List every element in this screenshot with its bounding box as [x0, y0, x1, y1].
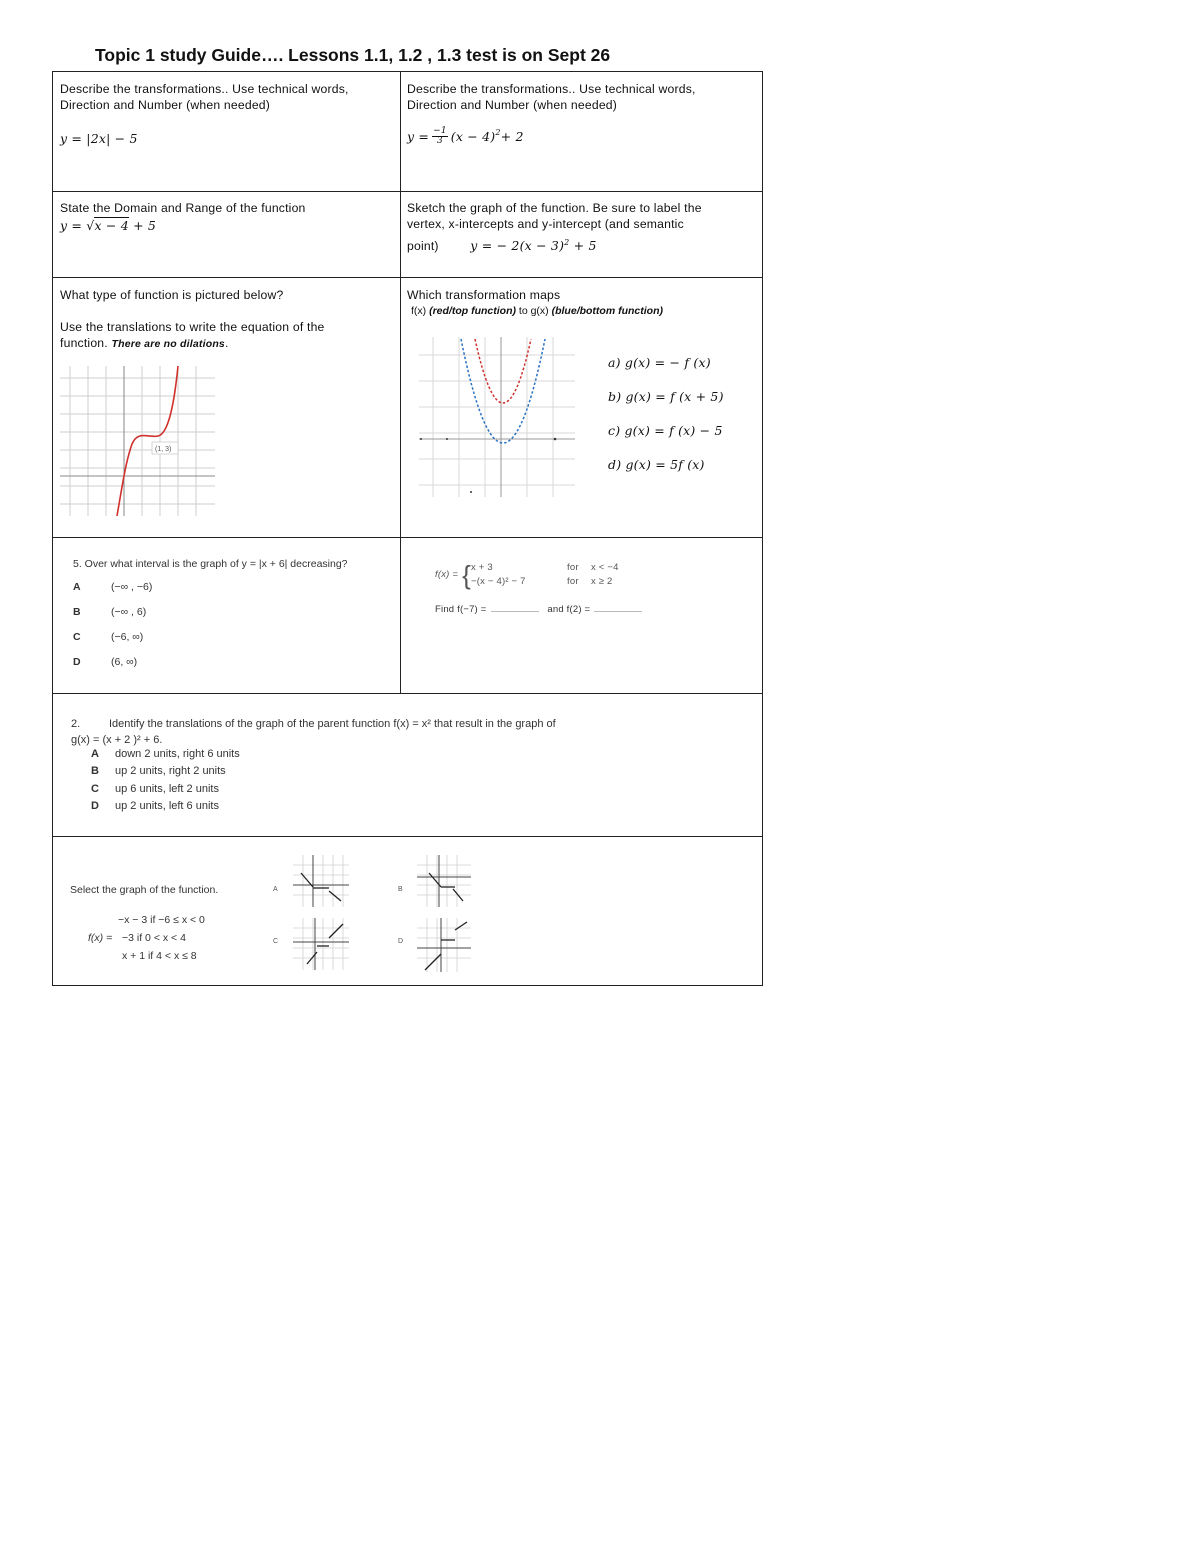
- instruction-text: Which transformation maps: [407, 288, 561, 302]
- choice-letter: D: [73, 656, 81, 668]
- answer-graph-a[interactable]: [293, 855, 349, 907]
- instruction-text: Describe the transformations.. Use technical words,: [60, 82, 349, 96]
- brace: {: [462, 560, 471, 590]
- choice-text: (6, ∞): [111, 656, 138, 668]
- to-text: to g(x): [518, 305, 549, 317]
- answer-blank-1[interactable]: [491, 611, 539, 612]
- equation: [407, 127, 757, 146]
- cell-translations-question: [71, 716, 751, 816]
- option-label-a: A: [273, 886, 278, 893]
- function-label: f(x) =: [435, 569, 459, 580]
- piece-3: x + 1 if 4 < x ≤ 8: [122, 950, 197, 962]
- option-d: d) g(x) = 5f (x): [608, 457, 705, 472]
- note-text: There are no dilations: [111, 338, 225, 350]
- choice-letter: A: [73, 581, 81, 593]
- instruction-text: Sketch the graph of the function. Be sure to label the: [407, 201, 702, 215]
- instruction-line: function. There are no dilations.: [60, 336, 229, 350]
- row-divider: [53, 836, 762, 837]
- option-a: a) g(x) = − f (x): [608, 355, 711, 370]
- choice-text: down 2 units, right 6 units: [115, 747, 240, 760]
- cell-function-type: [60, 287, 395, 352]
- choice-letter: C: [73, 631, 81, 643]
- instruction-text: Direction and Number (when needed): [60, 98, 271, 112]
- exponent: 2: [495, 128, 501, 137]
- radicand: x − 4: [94, 218, 129, 233]
- exponent: 2: [564, 238, 570, 247]
- answer-graph-d[interactable]: [417, 918, 471, 972]
- choice-letter: B: [91, 765, 99, 777]
- g-note: (blue/bottom function): [551, 305, 663, 317]
- pieces: [471, 561, 619, 589]
- piece-row: [471, 561, 619, 575]
- piece-expression: −(x − 4)² − 7: [471, 576, 526, 587]
- choice-d: [91, 798, 751, 816]
- fraction-denominator: 3: [436, 136, 443, 146]
- cubic-graph: [60, 366, 215, 516]
- column-divider: [400, 72, 401, 693]
- choice-text: (−∞ , 6): [111, 606, 147, 618]
- row-divider: [53, 693, 762, 694]
- piece-for: for: [567, 576, 579, 587]
- answer-graph-b[interactable]: [417, 855, 471, 907]
- piecewise-definition: [435, 561, 642, 589]
- cell-decreasing-interval: [73, 557, 393, 675]
- row-divider: [53, 277, 762, 278]
- parabolas-graph: [419, 337, 575, 497]
- piecewise-function: [70, 912, 270, 968]
- choice-c: [73, 625, 393, 650]
- question-number: 2.: [71, 718, 81, 730]
- red-parabola: [475, 339, 531, 403]
- cell-sketch-graph: [407, 200, 757, 254]
- question-text: Identify the translations of the graph of the parent function f(x) = x² that result in the graph of: [109, 718, 556, 730]
- find-text-2: and f(2) =: [547, 604, 591, 615]
- piece-expression: x + 3: [471, 562, 493, 573]
- choice-letter: D: [91, 800, 99, 812]
- choice-letter: A: [91, 747, 99, 760]
- equation: [470, 238, 596, 253]
- question-line: [71, 716, 751, 734]
- equation-part: y =: [407, 128, 430, 144]
- fraction: [432, 127, 448, 146]
- find-text-1: Find f(−7) =: [435, 604, 487, 615]
- piece-for: for: [567, 562, 579, 573]
- piece-2: −3 if 0 < x < 4: [122, 932, 186, 944]
- piece-1: −x − 3 if −6 ≤ x < 0: [118, 914, 205, 926]
- question-text: 5. Over what interval is the graph of y = |x + 6| decreasing?: [73, 558, 348, 570]
- choice-text: (−6, ∞): [111, 631, 144, 643]
- option-label-b: B: [398, 886, 403, 893]
- equation-part: y = − 2(x − 3): [470, 238, 565, 254]
- equation: [60, 218, 395, 234]
- find-line: [435, 603, 642, 617]
- choice-text: up 2 units, right 2 units: [115, 765, 226, 777]
- option-label-c: C: [273, 938, 279, 945]
- equation-part: + 2: [500, 128, 524, 144]
- instruction-text: point): [407, 239, 439, 254]
- choice-a: [73, 575, 393, 600]
- equation-part: + 5: [569, 238, 597, 254]
- choice-text: up 6 units, left 2 units: [115, 782, 219, 795]
- cell-piecewise-evaluate: [435, 561, 642, 617]
- transformation-options: [608, 346, 724, 482]
- option-c: c) g(x) = f (x) − 5: [608, 423, 723, 438]
- choice-letter: B: [73, 606, 81, 618]
- cell-transformations-2: [407, 81, 757, 146]
- option-label-d: D: [398, 938, 404, 945]
- prompt-text: Select the graph of the function.: [70, 884, 219, 896]
- row-divider: [53, 537, 762, 538]
- cell-domain-range: [60, 200, 395, 234]
- instruction-text: function.: [60, 336, 108, 350]
- point-label: (1, 3): [155, 446, 172, 453]
- instruction-text: Direction and Number (when needed): [407, 98, 618, 112]
- mapping-text: [411, 303, 757, 319]
- piece-condition: x ≥ 2: [591, 576, 613, 587]
- choice-a: [91, 746, 751, 764]
- fraction-numerator: −1: [433, 126, 447, 136]
- choice-c: [91, 781, 751, 799]
- answer-graph-c[interactable]: [293, 918, 349, 970]
- cell-transformations-1: [60, 81, 395, 147]
- choice-d: [73, 650, 393, 675]
- instruction-text: Describe the transformations.. Use technical words,: [407, 82, 696, 96]
- choice-b: [91, 763, 751, 781]
- equation: y = |2x| − 5: [60, 131, 138, 146]
- instruction-line: [407, 235, 757, 254]
- instruction-text: State the Domain and Range of the function: [60, 201, 306, 215]
- choice-text: up 2 units, left 6 units: [115, 800, 219, 812]
- cell-which-transformation: [407, 287, 757, 319]
- choice-text: (−∞ , −6): [111, 581, 153, 593]
- sqrt-symbol: √: [86, 218, 95, 233]
- piece-condition: x < −4: [591, 562, 619, 573]
- function-label: f(x) =: [88, 932, 113, 944]
- instruction-text: Use the translations to write the equation of the: [60, 320, 325, 334]
- option-b: b) g(x) = f (x + 5): [608, 389, 724, 404]
- equation-part: y =: [60, 218, 87, 233]
- choice-b: [73, 600, 393, 625]
- question-text-2: g(x) = (x + 2 )² + 6.: [71, 733, 163, 746]
- answer-blank-2[interactable]: [594, 611, 642, 612]
- cubic-curve: [117, 366, 178, 516]
- piece-row: [471, 575, 619, 589]
- instruction-text: vertex, x-intercepts and y-intercept (and semantic: [407, 217, 684, 231]
- equation-part: + 5: [128, 218, 157, 233]
- cell-select-graph: [70, 882, 270, 968]
- study-guide-table: [52, 71, 763, 986]
- row-divider: [53, 191, 762, 192]
- page-title: Topic 1 study Guide…. Lessons 1.1, 1.2 , 1.3 test is on Sept 26: [95, 45, 611, 65]
- choice-letter: C: [91, 782, 99, 795]
- f-note: (red/top function): [429, 305, 516, 317]
- f-label: f(x): [411, 305, 427, 317]
- instruction-text: What type of function is pictured below?: [60, 288, 284, 302]
- equation-part: (x − 4): [450, 128, 496, 144]
